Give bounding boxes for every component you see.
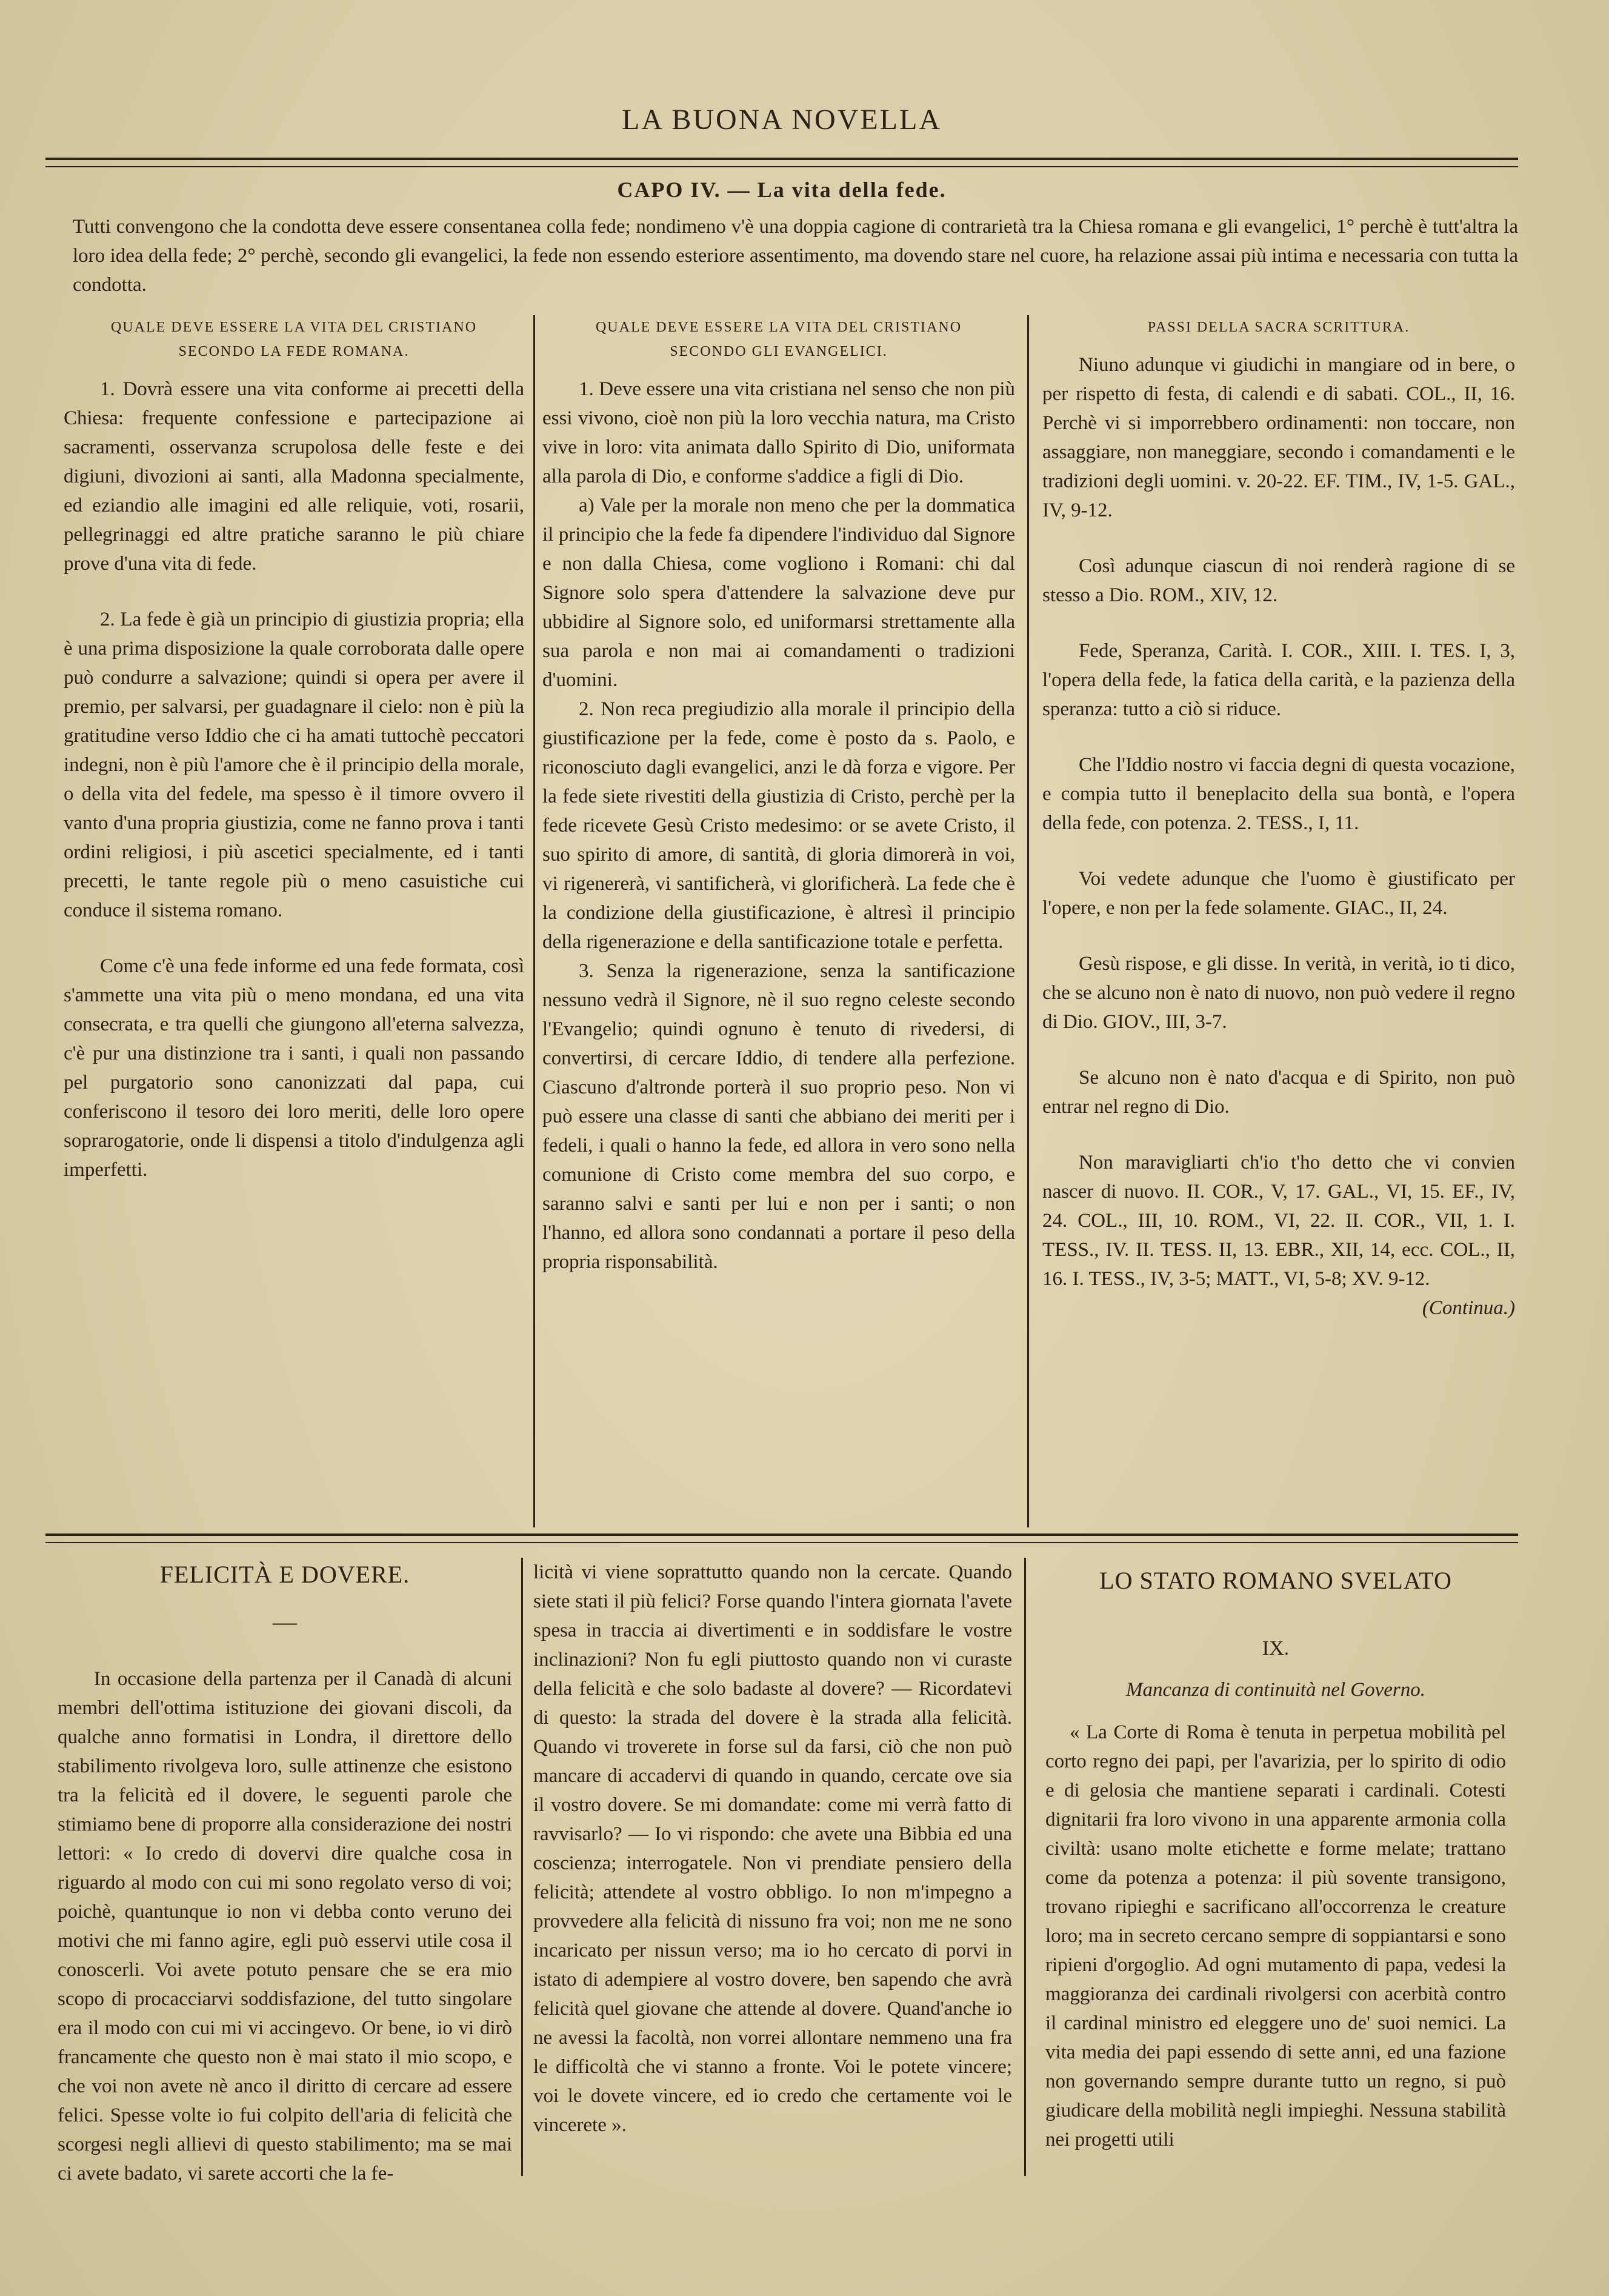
article-stato-title: LO STATO ROMANO SVELATO <box>1099 1567 1452 1594</box>
paragraph: 3. Senza la rigenerazione, senza la santificazione nessuno vedrà il Signore, nè il suo regno celeste secondo l'Evangelio; quindi ognuno è tenuto di rivedersi, di convertirsi, di cercare Iddio, di tendere alla perfezione. Ciascuno d'altronde porterà il suo proprio peso. Non vi può essere una classe di santi che abbiano dei meriti per i fedeli, i quali o hanno la fede, ed allora in vero sono nella comunione di Cristo come membra del suo corpo, e saranno salvi e santi per lui e non per i santi; o non l'hanno, ed allora sono condannati a portare il peso della propria risponsabilità. <box>542 960 1015 1273</box>
continua-note: (Continua.) <box>1422 1297 1515 1319</box>
section-rule <box>45 1533 1518 1543</box>
article-felicita-text-a: In occasione della partenza per il Canadà di alcuni membri dell'ottima istituzione dei giovani discoli, da qualche anno formatisi in Londra, il direttore dello stabilimento rivolgeva loro, sulle attinenze che esistono tra la felicità ed il dovere, le seguenti parole che stimiamo bene di proporre alla considerazione dei nostri lettori: « Io credo di dovervi dire qualche cosa in riguardo al modo con cui mi sono regolato verso di voi; poichè, quantunque io non vi debba conto veruno dei motivi che mi fanno agire, egli può esservi utile cosa il conoscerli. Voi avete potuto pensare che se era mio scopo di procacciarvi soddisfazione, del tutto singolare era il modo con cui mi vi accingevo. Or bene, io vi dirò francamente che questo non è mai stato il mio scopo, e che voi non avete nè anco il diritto di cercare ad essere felici. Spesse volte io fui colpito dell'aria di felicità che scorgesi negli allievi di questo stabilimento; ma se mai ci avete badato, vi sarete accorti che la fe- <box>58 1668 512 2184</box>
column-divider <box>1024 1558 1026 2176</box>
paragraph: a) Vale per la morale non meno che per la dommatica il principio che la fede fa dipendere l'individuo dal Signore e non dalla Chiesa, come vogliono i Romani: chi dal Signore solo spera d'attendere la salvazione deve pur ubbidire al Signore solo, ed uniformarsi strettamente alla sua parola e non mai ai comandamenti o tradizioni d'uomini. <box>542 495 1015 691</box>
paragraph: Fede, Speranza, Carità. I. COR., XIII. I. TES. I, 3, l'opera della fede, la fatica della carità, e la pazienza della speranza: tutto a ciò si riduce. <box>1042 640 1515 720</box>
article-stato-subtitle: Mancanza di continuità nel Governo. <box>1125 1679 1425 1701</box>
paragraph: Così adunque ciascun di noi renderà ragione di se stesso a Dio. ROM., XIV, 12. <box>1042 555 1515 606</box>
paragraph: Gesù rispose, e gli disse. In verità, in verità, io ti dico, che se alcuno non è nato di nuovo, non può vedere il regno di Dio. GIOV., III, 3-7. <box>1042 953 1515 1033</box>
masthead-title: LA BUONA NOVELLA <box>622 104 942 136</box>
paragraph: 1. Deve essere una vita cristiana nel senso che non più essi vivono, cioè non più la loro vecchia natura, ma Cristo vive in loro: vita animata dallo Spirito di Dio, uniformata alla parola di Dio, e conforme s'addice a figli di Dio. <box>542 378 1015 487</box>
column-passi <box>1042 315 1515 1323</box>
paragraph: Se alcuno non è nato d'acqua e di Spirito, non può entrar nel regno di Dio. <box>1042 1067 1515 1118</box>
article-felicita-continued <box>533 1558 1012 2140</box>
column-evangelici-heading <box>542 315 1015 364</box>
chapter-intro-text: Tutti convengono che la condotta deve essere consentanea colla fede; nondimeno v'è una doppia cagione di contrarietà tra la Chiesa romana e gli evangelici, 1° perchè è tutt'altra la loro idea della fede; 2° perchè, secondo gli evangelici, la fede non essendo esteriore assentimento, ma dovendo stare nel cuore, ha relazione assai più intima e necessaria con tutta la condotta. <box>73 216 1518 296</box>
article-felicita-text-b: licità vi viene soprattutto quando non la cercate. Quando siete stati il più felici? Forse quando l'intera giornata l'avete spesa in traccia ai divertimenti e in soddisfare le vostre inclinazioni? Non fu egli piuttosto quando non vi curaste della felicità e che solo badaste al dovere? — Ricordatevi di questo: la strada del dovere è la strada alla felicità. Quando vi troverete in forse sul da farsi, ciò che non può mancare di accadervi di quando in quando, cercate ove sia il vostro dovere. Se mi domandate: come mi verrà fatto di ravvisarlo? — Io vi rispondo: che avete una Bibbia ed una coscienza; interrogatele. Non vi prendiate pensiero della felicità; attendete al vostro obbligo. Io non m'impegno a provvedere alla felicità di nissuno fra voi; non me ne sono incaricato per nissun verso; ma io ho cercato di porvi in istato di adempiere al vostro dovere, ben sapendo che avrà felicità quel giovane che attende al dovere. Quand'anche io ne avessi la facoltà, non vorrei allontare nemmeno una fra le difficoltà che vi stanno a fronte. Voi le potete vincere; voi le dovete vincere, ed io credo che certamente voi le vincerete ». <box>533 1561 1012 2136</box>
paragraph: Non maravigliarti ch'io t'ho detto che vi convien nascer di nuovo. II. COR., V, 17. GAL., VI, 15. EF., IV, 24. COL., III, 10. ROM., VI, 22. II. COR., VII, 1. I. TESS., IV. II. TESS. II, 13. EBR., XII, 14, ecc. COL., II, 16. I. TESS., IV, 3-5; MATT., VI, 5-8; XV. 9-12. <box>1042 1152 1515 1290</box>
column-evangelici-heading-line1: QUALE DEVE ESSERE LA VITA DEL CRISTIANO <box>595 319 962 335</box>
column-romana-heading <box>64 315 524 364</box>
column-evangelici-heading-line2: SECONDO GLI EVANGELICI. <box>670 344 888 359</box>
paragraph: 1. Dovrà essere una vita conforme ai precetti della Chiesa: frequente confessione e partecipazione ai sacramenti, osservanza scrupolosa delle feste e dei digiuni, divozioni ai santi, alla Madonna specialmente, ed eziandio alle imagini ed alle reliquie, voti, rosarii, pellegrinaggi ed altre pratiche saranno le più chiare prove d'una vita di fede. <box>64 378 524 575</box>
chapter-intro <box>73 212 1518 299</box>
column-passi-heading: PASSI DELLA SACRA SCRITTURA. <box>1147 319 1410 335</box>
paragraph: 2. Non reca pregiudizio alla morale il principio della giustificazione per la fede, come è posto da s. Paolo, e riconosciuto dagli evangelici, anzi le dà forza e vigore. Per la fede siete rivestiti della giustizia di Cristo, perchè per la fede ricevete Gesù Cristo medesimo: or se avete Cristo, il suo spirito di amore, di santità, di gloria dimorerà in voi, vi rigenererà, vi santificherà, vi glorificherà. La fede che è la condizione della giustificazione, è altresì il principio della rigenerazione e della santificazione totale e perfetta. <box>542 698 1015 953</box>
title-dash: — <box>273 1608 297 1635</box>
article-stato <box>1045 1558 1506 2154</box>
article-stato-text: « La Corte di Roma è tenuta in perpetua mobilità pel corto regno dei papi, per l'avarizia, per lo spirito di odio e di gelosia che mantiene separati i cardinali. Cotesti dignitarii fra loro vivono in una apparente armonia colla civiltà: usano molte etichette e forme melate; trattano come da potenza a potenza: il più sovente transigono, trovano ripieghi e sacrificano all'occorrenza le creature loro; ma in secreto cercano sempre di soppiantarsi e sono ripieni d'orgoglio. Ad ogni mutamento di papa, vedesi la maggioranza dei cardinali rivolgersi con acerbità contro il cardinal ministro ed eleggere uno de' suoi nemici. La vita media dei papi essendo di sette anni, ed una fazione non governando sempre durante tutto un regno, si può giudicare della mobilità negli impieghi. Nessuna stabilità nei progetti utili <box>1045 1721 1506 2151</box>
masthead-rule <box>45 158 1518 167</box>
column-divider <box>521 1558 523 2176</box>
column-divider <box>533 315 535 1527</box>
chapter-title: CAPO IV. — La vita della fede. <box>617 178 947 202</box>
column-romana-heading-line2: SECONDO LA FEDE ROMANA. <box>178 344 410 359</box>
column-evangelici <box>542 315 1015 1276</box>
paragraph: Niuno adunque vi giudichi in mangiare od in bere, o per rispetto di festa, di calendi e di sabati. COL., II, 16. Perchè vi si imporrebbero ordinamenti: non toccare, non assaggiare, non maneggiare, secondo i comandamenti e le tradizioni degli uomini. v. 20-22. EF. TIM., IV, 1-5. GAL., IV, 9-12. <box>1042 354 1515 521</box>
paragraph: Che l'Iddio nostro vi faccia degni di questa vocazione, e compia tutto il beneplacito della sua bontà, e l'opera della fede, con potenza. 2. TESS., I, 11. <box>1042 754 1515 834</box>
column-romana-heading-line1: QUALE DEVE ESSERE LA VITA DEL CRISTIANO <box>110 319 478 335</box>
paragraph: Come c'è una fede informe ed una fede formata, così s'ammette una vita più o meno mondana, ed una vita consecrata, e tra quelli che giungono all'eterna salvezza, c'è pur una distinzione tra i santi, i quali non passando pel purgatorio sono canonizzati dal papa, cui conferiscono il tesoro dei loro meriti, delle loro opere soprarogatorie, onde li dispensi a titolo d'indulgenza agli imperfetti. <box>64 955 524 1181</box>
column-divider <box>1027 315 1029 1527</box>
article-stato-number: IX. <box>1262 1637 1290 1660</box>
article-felicita-title: FELICITÀ E DOVERE. <box>159 1561 410 1588</box>
paragraph: 2. La fede è già un principio di giustizia propria; ella è una prima disposizione la quale corroborata dalle opere può condurre a salvazione; quindi si opera per avere il premio, per salvarsi, per guadagnare il cielo: non è più la gratitudine verso Iddio che ci ha amati tuttochè peccatori indegni, non è più l'amore che è il principio della morale, o della vita del fedele, ma spesso è il timore ovvero il vanto d'una propria giustizia, come ne fanno prova i tanti ordini religiosi, i più ascetici specialmente, ed i tanti precetti, le tante regole più o meno casuistiche cui conduce il sistema romano. <box>64 609 524 921</box>
column-romana <box>64 315 524 1184</box>
paragraph: Voi vedete adunque che l'uomo è giustificato per l'opere, e non per la fede solamente. GIAC., II, 24. <box>1042 868 1515 919</box>
article-felicita <box>58 1558 512 2188</box>
